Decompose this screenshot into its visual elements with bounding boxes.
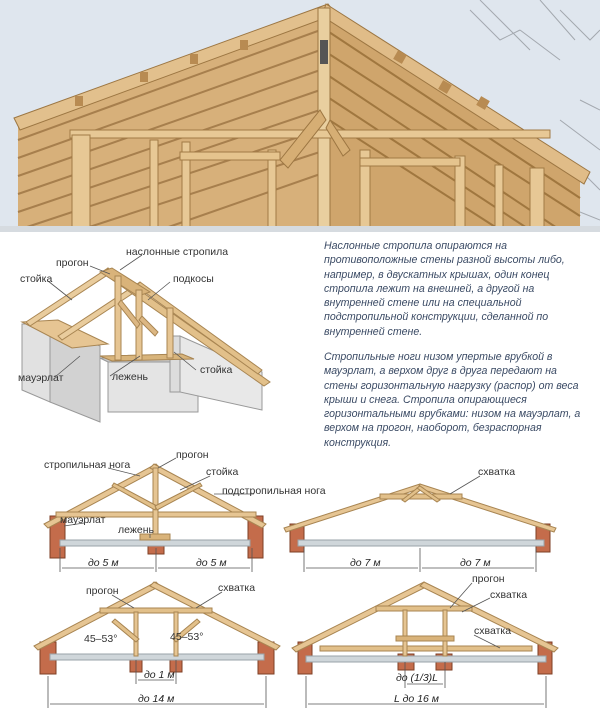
roof-photo (0, 0, 600, 232)
label-purlin: прогон (56, 257, 89, 269)
dim-2b: до 7 м (460, 557, 491, 569)
dim-2a: до 7 м (350, 557, 381, 569)
label-collar-2: схватка (478, 466, 516, 478)
label-wallplate: мауэрлат (18, 372, 64, 384)
label-purlin-4: прогон (472, 573, 505, 585)
label-collar-4-bottom: схватка (474, 625, 512, 637)
label-purlin-3: прогон (86, 585, 119, 597)
label-wallplate-1: мауэрлат (60, 514, 106, 526)
truss-diagram-2 (284, 466, 556, 572)
dim-1a: до 5 м (88, 557, 119, 569)
label-rafters: наслонные стропила (126, 246, 229, 258)
dim-4b: L до 16 м (394, 693, 439, 705)
dim-1b: до 5 м (196, 557, 227, 569)
label-post: стойка (20, 273, 53, 285)
label-rafter-leg: стропильная нога (44, 459, 131, 471)
label-sill-1: лежень (118, 524, 154, 536)
label-support-leg: подстропильная нога (222, 485, 326, 497)
truss-diagram-4 (292, 573, 558, 708)
label-post-1: стойка (206, 466, 239, 478)
label-purlin-1: прогон (176, 449, 209, 461)
label-sill: лежень (112, 371, 148, 383)
label-angle-left: 45–53° (84, 633, 118, 645)
paragraph-rafter-legs: Стропильные ноги низом упертые врубкой в мауэрлат, а верхом друг в друга передают на стены горизонтальную нагрузку (распор) от веса крыши и снега. Стропила опирающиеся горизонтальными врубками: низом на мауэрлат, а верхом на прогон, наоборот, безраспорная конструкция. (324, 351, 581, 449)
leaning-rafter-diagram (18, 246, 270, 422)
label-angle-right: 45–53° (170, 631, 204, 643)
paragraph-leaning-rafters: Наслонные стропила опираются на противоположные стены разной высоты либо, например, в двускатных крышах, один конец стропила лежит на внешней, а другой на внутренней стене или на специальной подстропильной конструкции, сделанной по внутренней стене. (324, 240, 565, 338)
label-struts: подкосы (173, 273, 214, 285)
truss-diagram-3 (34, 582, 280, 708)
label-collar-3: схватка (218, 582, 256, 594)
dim-4a: до (1/3)L (396, 672, 438, 684)
label-post-2: стойка (200, 364, 233, 376)
dim-3a: до 1 м (144, 669, 175, 681)
truss-diagram-1 (44, 449, 326, 572)
label-collar-4-top: схватка (490, 589, 528, 601)
dim-3b: до 14 м (138, 693, 175, 705)
